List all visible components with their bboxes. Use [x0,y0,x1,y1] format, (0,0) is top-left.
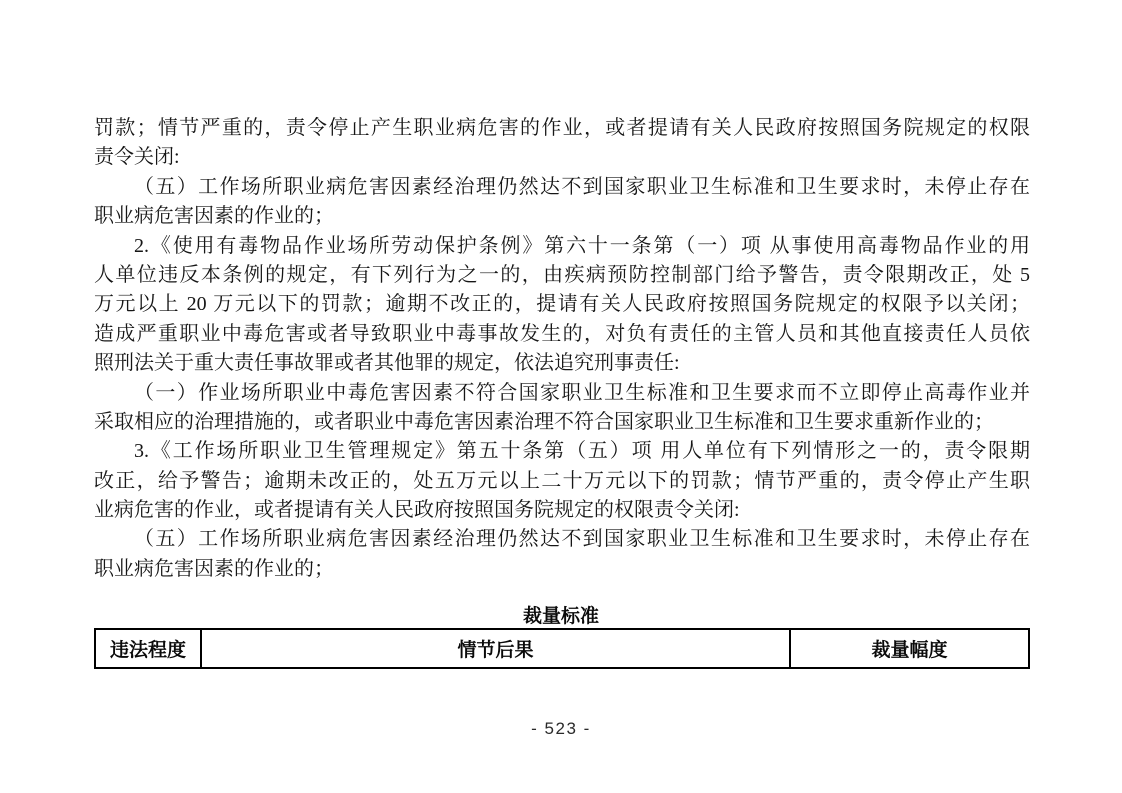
body-line: 采取相应的治理措施的，或者职业中毒危害因素治理不符合国家职业卫生标准和卫生要求重新作业的； [94,410,994,433]
body-line: 人单位违反本条例的规定，有下列行为之一的，由疾病预防控制部门给予警告，责令限期改正，处 5 [94,263,1030,286]
body-line: 职业病危害因素的作业的； [94,205,334,228]
body-line: （五）工作场所职业病危害因素经治理仍然达不到国家职业卫生标准和卫生要求时，未停止存在 [134,175,1030,198]
body-line: 3.《工作场所职业卫生管理规定》第五十条第（五）项 用人单位有下列情形之一的，责令限期 [134,440,1030,463]
body-text-block [94,114,1030,584]
body-line: 万元以上 20 万元以下的罚款；逾期不改正的，提请有关人民政府按照国务院规定的权限予以关闭； [94,293,1030,316]
body-line: 职业病危害因素的作业的； [94,557,334,580]
body-line: （一）作业场所职业中毒危害因素不符合国家职业卫生标准和卫生要求而不立即停止高毒作业并 [134,381,1030,404]
page-number: - 523 - [531,719,591,738]
body-line: 责令关闭: [94,146,180,169]
table-title: 裁量标准 [522,606,599,627]
discretion-standards-table [94,628,1030,669]
body-line: 造成严重职业中毒危害或者导致职业中毒事故发生的，对负有责任的主管人员和其他直接责任人员依 [94,322,1030,345]
body-line: 照刑法关于重大责任事故罪或者其他罪的规定，依法追究刑事责任: [94,352,680,375]
body-line: 业病危害的作业，或者提请有关人民政府按照国务院规定的权限责令关闭: [94,499,740,522]
body-line: 改正，给予警告；逾期未改正的，处五万元以上二十万元以下的罚款；情节严重的，责令停止产生职 [94,469,1030,492]
body-line: （五）工作场所职业病危害因素经治理仍然达不到国家职业卫生标准和卫生要求时，未停止存在 [134,528,1030,551]
body-line: 2.《使用有毒物品作业场所劳动保护条例》第六十一条第（一）项 从事使用高毒物品作业的用 [134,234,1030,257]
table-header-violation-degree: 违法程度 [109,640,186,661]
body-line: 罚款；情节严重的，责令停止产生职业病危害的作业，或者提请有关人民政府按照国务院规定的权限 [94,117,1030,139]
table-header-circumstances-consequences: 情节后果 [200,630,791,667]
table-header-discretion-range: 裁量幅度 [871,640,948,661]
